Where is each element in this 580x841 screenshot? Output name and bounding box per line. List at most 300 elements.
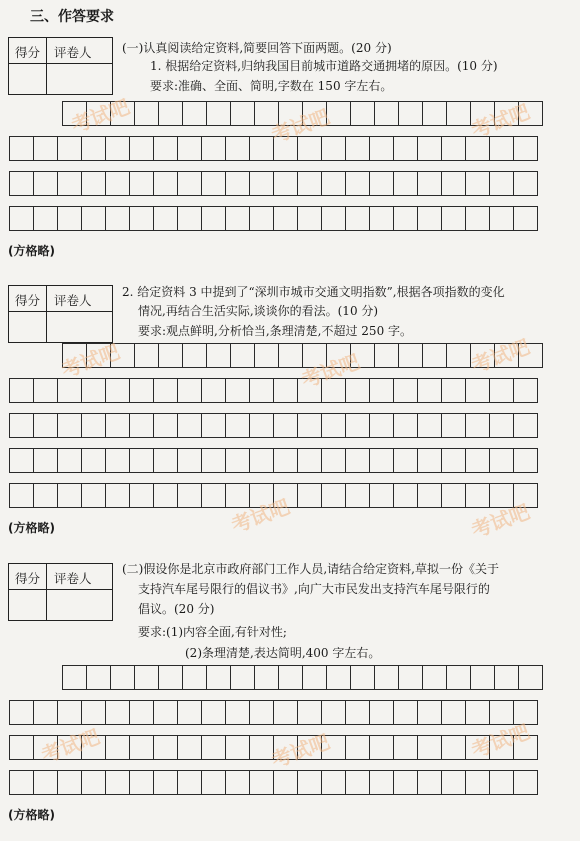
answer-cell[interactable] xyxy=(201,171,226,196)
answer-cell[interactable] xyxy=(393,483,418,508)
answer-cell[interactable] xyxy=(513,770,538,795)
answer-cell[interactable] xyxy=(441,171,466,196)
answer-cell[interactable] xyxy=(158,101,183,126)
part2-line2: 支持汽车尾号限行的倡议书》,向广大市民发出支持汽车尾号限行的 xyxy=(138,582,490,596)
answer-cell[interactable] xyxy=(129,700,154,725)
answer-cell[interactable] xyxy=(369,171,394,196)
answer-cell[interactable] xyxy=(297,206,322,231)
answer-cell[interactable] xyxy=(249,770,274,795)
answer-cell[interactable] xyxy=(57,171,82,196)
answer-cell[interactable] xyxy=(33,136,58,161)
answer-cell[interactable] xyxy=(422,665,447,690)
answer-cell[interactable] xyxy=(465,700,490,725)
answer-cell[interactable] xyxy=(81,206,106,231)
answer-cell[interactable] xyxy=(489,378,514,403)
answer-cell[interactable] xyxy=(57,413,82,438)
answer-cell[interactable] xyxy=(254,665,279,690)
answer-cell[interactable] xyxy=(345,378,370,403)
answer-cell[interactable] xyxy=(273,448,298,473)
answer-cell[interactable] xyxy=(153,700,178,725)
answer-cell[interactable] xyxy=(57,700,82,725)
answer-cell[interactable] xyxy=(513,136,538,161)
answer-cell[interactable] xyxy=(465,735,490,760)
answer-cell[interactable] xyxy=(206,665,231,690)
answer-cell[interactable] xyxy=(321,700,346,725)
answer-cell[interactable] xyxy=(33,700,58,725)
answer-cell[interactable] xyxy=(225,136,250,161)
answer-cell[interactable] xyxy=(345,413,370,438)
answer-cell[interactable] xyxy=(489,171,514,196)
answer-cell[interactable] xyxy=(369,378,394,403)
answer-cell[interactable] xyxy=(393,700,418,725)
answer-cell[interactable] xyxy=(393,448,418,473)
answer-cell[interactable] xyxy=(110,665,135,690)
answer-cell[interactable] xyxy=(446,343,471,368)
answer-cell[interactable] xyxy=(9,735,34,760)
answer-cell[interactable] xyxy=(441,448,466,473)
answer-cell[interactable] xyxy=(81,700,106,725)
answer-cell[interactable] xyxy=(393,735,418,760)
answer-cell[interactable] xyxy=(297,378,322,403)
answer-cell[interactable] xyxy=(494,101,519,126)
answer-cell[interactable] xyxy=(489,483,514,508)
answer-cell[interactable] xyxy=(105,483,130,508)
answer-cell[interactable] xyxy=(81,378,106,403)
answer-cell[interactable] xyxy=(273,770,298,795)
answer-cell[interactable] xyxy=(153,448,178,473)
answer-grid-row[interactable] xyxy=(9,770,537,795)
answer-cell[interactable] xyxy=(129,171,154,196)
answer-cell[interactable] xyxy=(158,665,183,690)
answer-cell[interactable] xyxy=(182,101,207,126)
answer-cell[interactable] xyxy=(273,171,298,196)
answer-cell[interactable] xyxy=(326,343,351,368)
answer-cell[interactable] xyxy=(182,343,207,368)
answer-cell[interactable] xyxy=(105,136,130,161)
answer-cell[interactable] xyxy=(297,136,322,161)
answer-cell[interactable] xyxy=(417,171,442,196)
answer-cell[interactable] xyxy=(81,770,106,795)
answer-cell[interactable] xyxy=(129,448,154,473)
answer-cell[interactable] xyxy=(201,413,226,438)
answer-cell[interactable] xyxy=(345,483,370,508)
answer-cell[interactable] xyxy=(33,206,58,231)
answer-grid-row[interactable] xyxy=(9,700,537,725)
answer-cell[interactable] xyxy=(177,136,202,161)
answer-cell[interactable] xyxy=(465,378,490,403)
answer-grid-row[interactable] xyxy=(9,378,537,403)
answer-cell[interactable] xyxy=(321,770,346,795)
answer-cell[interactable] xyxy=(465,448,490,473)
answer-cell[interactable] xyxy=(153,483,178,508)
answer-cell[interactable] xyxy=(494,665,519,690)
answer-cell[interactable] xyxy=(81,483,106,508)
answer-cell[interactable] xyxy=(129,206,154,231)
answer-cell[interactable] xyxy=(350,665,375,690)
answer-cell[interactable] xyxy=(273,378,298,403)
answer-cell[interactable] xyxy=(230,665,255,690)
answer-cell[interactable] xyxy=(489,413,514,438)
answer-cell[interactable] xyxy=(417,735,442,760)
answer-cell[interactable] xyxy=(441,483,466,508)
answer-cell[interactable] xyxy=(86,343,111,368)
answer-cell[interactable] xyxy=(489,448,514,473)
answer-cell[interactable] xyxy=(398,343,423,368)
answer-cell[interactable] xyxy=(105,171,130,196)
answer-cell[interactable] xyxy=(417,700,442,725)
answer-cell[interactable] xyxy=(489,206,514,231)
answer-cell[interactable] xyxy=(177,413,202,438)
answer-cell[interactable] xyxy=(249,700,274,725)
answer-cell[interactable] xyxy=(374,101,399,126)
answer-cell[interactable] xyxy=(33,378,58,403)
answer-cell[interactable] xyxy=(9,171,34,196)
watermark-logo: 考试吧 xyxy=(68,94,133,138)
answer-cell[interactable] xyxy=(374,665,399,690)
answer-cell[interactable] xyxy=(129,136,154,161)
answer-cell[interactable] xyxy=(57,483,82,508)
answer-cell[interactable] xyxy=(417,378,442,403)
answer-cell[interactable] xyxy=(153,413,178,438)
answer-cell[interactable] xyxy=(206,343,231,368)
answer-cell[interactable] xyxy=(249,136,274,161)
answer-cell[interactable] xyxy=(57,735,82,760)
answer-cell[interactable] xyxy=(225,413,250,438)
answer-cell[interactable] xyxy=(465,206,490,231)
answer-cell[interactable] xyxy=(489,700,514,725)
answer-grid-row[interactable] xyxy=(62,665,542,690)
answer-cell[interactable] xyxy=(62,665,87,690)
answer-cell[interactable] xyxy=(398,101,423,126)
answer-cell[interactable] xyxy=(273,136,298,161)
answer-cell[interactable] xyxy=(105,700,130,725)
answer-cell[interactable] xyxy=(33,171,58,196)
answer-cell[interactable] xyxy=(278,101,303,126)
answer-cell[interactable] xyxy=(110,343,135,368)
answer-cell[interactable] xyxy=(177,171,202,196)
answer-cell[interactable] xyxy=(278,665,303,690)
answer-cell[interactable] xyxy=(326,665,351,690)
answer-cell[interactable] xyxy=(225,448,250,473)
answer-cell[interactable] xyxy=(417,206,442,231)
answer-cell[interactable] xyxy=(134,101,159,126)
answer-grid-row[interactable] xyxy=(62,343,542,368)
answer-cell[interactable] xyxy=(105,735,130,760)
answer-cell[interactable] xyxy=(278,343,303,368)
answer-cell[interactable] xyxy=(57,136,82,161)
answer-cell[interactable] xyxy=(273,413,298,438)
answer-cell[interactable] xyxy=(393,413,418,438)
answer-cell[interactable] xyxy=(321,171,346,196)
answer-cell[interactable] xyxy=(369,700,394,725)
answer-cell[interactable] xyxy=(57,448,82,473)
answer-cell[interactable] xyxy=(201,735,226,760)
answer-cell[interactable] xyxy=(518,343,543,368)
answer-cell[interactable] xyxy=(513,735,538,760)
answer-cell[interactable] xyxy=(441,206,466,231)
answer-cell[interactable] xyxy=(465,136,490,161)
answer-cell[interactable] xyxy=(446,665,471,690)
answer-cell[interactable] xyxy=(369,770,394,795)
answer-cell[interactable] xyxy=(105,206,130,231)
answer-cell[interactable] xyxy=(297,735,322,760)
answer-cell[interactable] xyxy=(494,343,519,368)
q2-requirement: 要求:观点鲜明,分析恰当,条理清楚,不超过 250 字。 xyxy=(138,324,413,338)
answer-cell[interactable] xyxy=(465,483,490,508)
answer-cell[interactable] xyxy=(249,448,274,473)
answer-cell[interactable] xyxy=(470,101,495,126)
answer-cell[interactable] xyxy=(513,483,538,508)
answer-cell[interactable] xyxy=(105,413,130,438)
answer-grid-row[interactable] xyxy=(9,483,537,508)
answer-cell[interactable] xyxy=(225,700,250,725)
answer-cell[interactable] xyxy=(465,413,490,438)
answer-cell[interactable] xyxy=(441,413,466,438)
answer-cell[interactable] xyxy=(489,735,514,760)
answer-cell[interactable] xyxy=(465,171,490,196)
answer-cell[interactable] xyxy=(369,735,394,760)
answer-cell[interactable] xyxy=(393,136,418,161)
answer-cell[interactable] xyxy=(129,413,154,438)
score-box xyxy=(8,285,113,343)
answer-cell[interactable] xyxy=(297,700,322,725)
answer-cell[interactable] xyxy=(153,770,178,795)
answer-cell[interactable] xyxy=(326,101,351,126)
answer-cell[interactable] xyxy=(201,448,226,473)
answer-cell[interactable] xyxy=(393,171,418,196)
answer-cell[interactable] xyxy=(321,483,346,508)
answer-cell[interactable] xyxy=(393,770,418,795)
answer-cell[interactable] xyxy=(513,700,538,725)
answer-cell[interactable] xyxy=(345,735,370,760)
answer-cell[interactable] xyxy=(129,378,154,403)
answer-cell[interactable] xyxy=(345,171,370,196)
answer-cell[interactable] xyxy=(513,171,538,196)
answer-cell[interactable] xyxy=(177,700,202,725)
score-label: 得分 xyxy=(15,45,41,60)
answer-grid-row[interactable] xyxy=(9,136,537,161)
answer-cell[interactable] xyxy=(369,206,394,231)
answer-cell[interactable] xyxy=(57,770,82,795)
answer-cell[interactable] xyxy=(417,448,442,473)
answer-cell[interactable] xyxy=(350,101,375,126)
answer-cell[interactable] xyxy=(321,136,346,161)
answer-grid-row[interactable] xyxy=(9,171,537,196)
answer-cell[interactable] xyxy=(9,483,34,508)
answer-cell[interactable] xyxy=(249,206,274,231)
answer-cell[interactable] xyxy=(513,378,538,403)
answer-cell[interactable] xyxy=(225,483,250,508)
answer-cell[interactable] xyxy=(518,101,543,126)
answer-cell[interactable] xyxy=(273,206,298,231)
answer-cell[interactable] xyxy=(230,343,255,368)
answer-cell[interactable] xyxy=(153,735,178,760)
answer-cell[interactable] xyxy=(129,483,154,508)
q1-requirement: 要求:准确、全面、简明,字数在 150 字左右。 xyxy=(150,79,393,93)
answer-cell[interactable] xyxy=(369,413,394,438)
answer-cell[interactable] xyxy=(9,413,34,438)
answer-cell[interactable] xyxy=(417,483,442,508)
answer-cell[interactable] xyxy=(321,378,346,403)
answer-cell[interactable] xyxy=(9,700,34,725)
answer-cell[interactable] xyxy=(302,343,327,368)
answer-cell[interactable] xyxy=(153,136,178,161)
answer-cell[interactable] xyxy=(225,735,250,760)
answer-cell[interactable] xyxy=(441,378,466,403)
answer-cell[interactable] xyxy=(158,343,183,368)
answer-cell[interactable] xyxy=(518,665,543,690)
answer-cell[interactable] xyxy=(441,700,466,725)
answer-cell[interactable] xyxy=(345,136,370,161)
answer-cell[interactable] xyxy=(134,665,159,690)
answer-cell[interactable] xyxy=(105,378,130,403)
answer-cell[interactable] xyxy=(441,735,466,760)
answer-cell[interactable] xyxy=(57,206,82,231)
answer-cell[interactable] xyxy=(489,136,514,161)
answer-cell[interactable] xyxy=(129,770,154,795)
answer-cell[interactable] xyxy=(446,101,471,126)
answer-cell[interactable] xyxy=(81,171,106,196)
answer-cell[interactable] xyxy=(81,448,106,473)
grader-label: 评卷人 xyxy=(54,571,92,586)
answer-cell[interactable] xyxy=(86,101,111,126)
answer-cell[interactable] xyxy=(297,448,322,473)
answer-cell[interactable] xyxy=(441,770,466,795)
answer-cell[interactable] xyxy=(9,136,34,161)
answer-cell[interactable] xyxy=(297,413,322,438)
answer-cell[interactable] xyxy=(177,448,202,473)
answer-cell[interactable] xyxy=(393,378,418,403)
answer-cell[interactable] xyxy=(153,378,178,403)
answer-cell[interactable] xyxy=(110,101,135,126)
answer-cell[interactable] xyxy=(297,171,322,196)
answer-cell[interactable] xyxy=(86,665,111,690)
answer-cell[interactable] xyxy=(177,483,202,508)
answer-cell[interactable] xyxy=(177,735,202,760)
answer-cell[interactable] xyxy=(513,448,538,473)
answer-cell[interactable] xyxy=(398,665,423,690)
answer-cell[interactable] xyxy=(345,448,370,473)
answer-cell[interactable] xyxy=(273,483,298,508)
answer-cell[interactable] xyxy=(225,378,250,403)
answer-cell[interactable] xyxy=(369,136,394,161)
answer-cell[interactable] xyxy=(321,413,346,438)
answer-cell[interactable] xyxy=(81,413,106,438)
answer-cell[interactable] xyxy=(249,735,274,760)
answer-cell[interactable] xyxy=(249,483,274,508)
answer-cell[interactable] xyxy=(393,206,418,231)
answer-cell[interactable] xyxy=(345,206,370,231)
answer-cell[interactable] xyxy=(225,770,250,795)
answer-cell[interactable] xyxy=(417,136,442,161)
answer-cell[interactable] xyxy=(33,735,58,760)
answer-cell[interactable] xyxy=(302,101,327,126)
answer-cell[interactable] xyxy=(417,413,442,438)
answer-grid-row[interactable] xyxy=(62,101,542,126)
answer-cell[interactable] xyxy=(9,206,34,231)
answer-cell[interactable] xyxy=(33,413,58,438)
answer-cell[interactable] xyxy=(441,136,466,161)
answer-cell[interactable] xyxy=(513,206,538,231)
answer-cell[interactable] xyxy=(201,770,226,795)
answer-cell[interactable] xyxy=(105,770,130,795)
answer-cell[interactable] xyxy=(321,448,346,473)
answer-cell[interactable] xyxy=(105,448,130,473)
answer-cell[interactable] xyxy=(177,770,202,795)
answer-cell[interactable] xyxy=(177,378,202,403)
answer-cell[interactable] xyxy=(249,171,274,196)
answer-cell[interactable] xyxy=(153,206,178,231)
answer-cell[interactable] xyxy=(249,413,274,438)
answer-cell[interactable] xyxy=(489,770,514,795)
answer-cell[interactable] xyxy=(33,448,58,473)
answer-cell[interactable] xyxy=(182,665,207,690)
answer-cell[interactable] xyxy=(345,770,370,795)
answer-cell[interactable] xyxy=(374,343,399,368)
answer-cell[interactable] xyxy=(177,206,202,231)
answer-cell[interactable] xyxy=(201,378,226,403)
answer-cell[interactable] xyxy=(513,413,538,438)
answer-cell[interactable] xyxy=(129,735,154,760)
answer-cell[interactable] xyxy=(201,483,226,508)
answer-cell[interactable] xyxy=(302,665,327,690)
answer-cell[interactable] xyxy=(297,483,322,508)
answer-cell[interactable] xyxy=(422,101,447,126)
answer-cell[interactable] xyxy=(62,343,87,368)
answer-grid-row[interactable] xyxy=(9,206,537,231)
answer-cell[interactable] xyxy=(81,735,106,760)
answer-cell[interactable] xyxy=(201,700,226,725)
answer-cell[interactable] xyxy=(254,343,279,368)
answer-cell[interactable] xyxy=(369,448,394,473)
answer-cell[interactable] xyxy=(225,206,250,231)
answer-grid-row[interactable] xyxy=(9,448,537,473)
answer-cell[interactable] xyxy=(201,136,226,161)
answer-cell[interactable] xyxy=(33,770,58,795)
answer-cell[interactable] xyxy=(225,171,250,196)
answer-cell[interactable] xyxy=(417,770,442,795)
answer-cell[interactable] xyxy=(201,206,226,231)
answer-cell[interactable] xyxy=(9,378,34,403)
answer-cell[interactable] xyxy=(273,700,298,725)
answer-cell[interactable] xyxy=(321,206,346,231)
answer-cell[interactable] xyxy=(470,665,495,690)
answer-cell[interactable] xyxy=(57,378,82,403)
answer-cell[interactable] xyxy=(321,735,346,760)
answer-cell[interactable] xyxy=(230,101,255,126)
answer-grid-row[interactable] xyxy=(9,413,537,438)
answer-cell[interactable] xyxy=(254,101,279,126)
answer-cell[interactable] xyxy=(345,700,370,725)
answer-cell[interactable] xyxy=(350,343,375,368)
answer-cell[interactable] xyxy=(62,101,87,126)
answer-cell[interactable] xyxy=(153,171,178,196)
answer-cell[interactable] xyxy=(422,343,447,368)
answer-grid-row[interactable] xyxy=(9,735,537,760)
answer-cell[interactable] xyxy=(273,735,298,760)
answer-cell[interactable] xyxy=(81,136,106,161)
answer-cell[interactable] xyxy=(9,770,34,795)
answer-cell[interactable] xyxy=(206,101,231,126)
answer-cell[interactable] xyxy=(9,448,34,473)
answer-cell[interactable] xyxy=(369,483,394,508)
answer-cell[interactable] xyxy=(249,378,274,403)
answer-cell[interactable] xyxy=(465,770,490,795)
answer-cell[interactable] xyxy=(33,483,58,508)
answer-cell[interactable] xyxy=(297,770,322,795)
answer-cell[interactable] xyxy=(470,343,495,368)
answer-cell[interactable] xyxy=(134,343,159,368)
